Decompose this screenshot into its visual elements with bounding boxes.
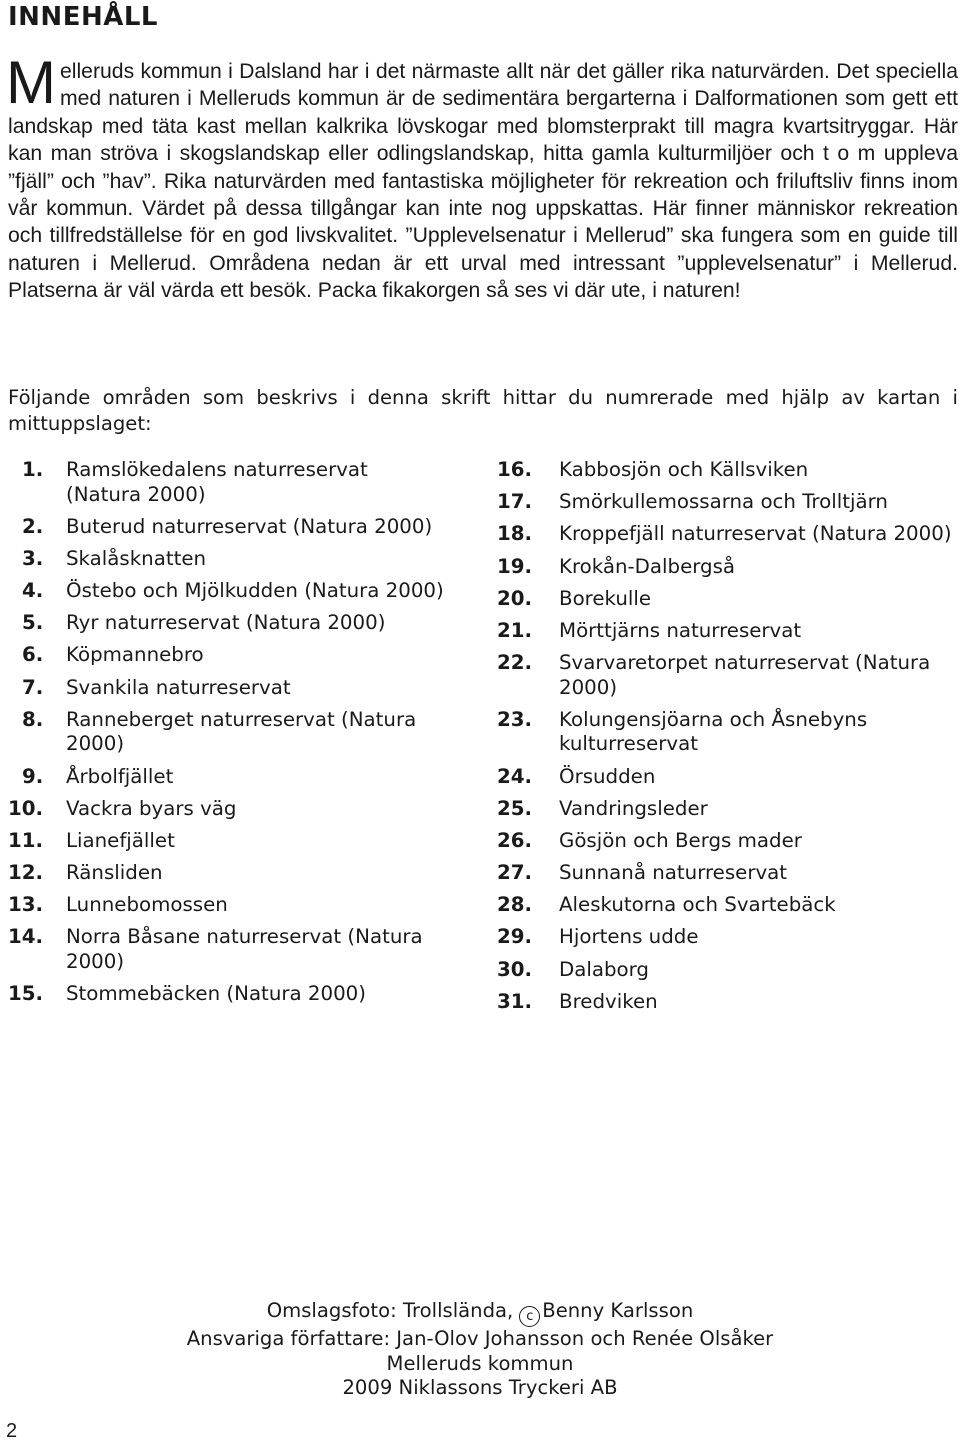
area-number: 21. xyxy=(497,618,533,642)
area-list-item xyxy=(497,651,957,700)
area-number: 14. xyxy=(8,925,44,949)
copyright-icon: c xyxy=(519,1306,540,1327)
area-number: 6. xyxy=(22,643,44,667)
area-name: Borekulle xyxy=(559,586,652,610)
area-name: Kolungensjöarna och Åsnebyns kulturreservat xyxy=(559,707,868,756)
area-name: Hjortens udde xyxy=(559,925,699,949)
page-number: 2 xyxy=(6,1420,18,1442)
area-list-item xyxy=(8,765,448,790)
area-list-item xyxy=(8,861,448,886)
page-title: INNEHÅLL xyxy=(8,2,158,32)
area-list-item xyxy=(8,579,448,604)
area-name: Svankila naturreservat xyxy=(66,675,291,699)
photo-credit-label: Omslagsfoto: Trollslända, xyxy=(266,1299,514,1322)
area-list-item xyxy=(497,893,957,918)
area-list-item xyxy=(8,515,448,540)
area-list-item xyxy=(8,547,448,572)
area-name: Gösjön och Bergs mader xyxy=(559,828,802,852)
area-number: 23. xyxy=(497,707,533,731)
area-number: 8. xyxy=(22,707,44,731)
area-number: 20. xyxy=(497,586,533,610)
area-number: 26. xyxy=(497,828,533,852)
area-list-item xyxy=(8,643,448,668)
area-name: Köpmannebro xyxy=(66,643,204,667)
area-number: 13. xyxy=(8,893,44,917)
area-name: Mörttjärns naturreservat xyxy=(559,618,802,642)
area-list-item xyxy=(8,676,448,701)
area-number: 22. xyxy=(497,651,533,675)
area-number: 9. xyxy=(22,764,44,788)
area-number: 30. xyxy=(497,957,533,981)
area-list-item xyxy=(497,829,957,854)
area-list-item xyxy=(8,925,448,974)
area-number: 17. xyxy=(497,490,533,514)
area-name: Ränsliden xyxy=(66,861,163,885)
area-number: 2. xyxy=(22,514,44,538)
area-number: 16. xyxy=(497,458,533,481)
area-name: Ryr naturreservat (Natura 2000) xyxy=(66,611,386,635)
area-list-item xyxy=(8,829,448,854)
area-name: Aleskutorna och Svartebäck xyxy=(559,893,836,917)
area-number: 5. xyxy=(22,611,44,635)
area-number: 3. xyxy=(22,546,44,570)
area-list-item xyxy=(497,490,957,515)
area-name: Skalåsknatten xyxy=(66,546,207,570)
area-list-item xyxy=(8,797,448,822)
area-list-item xyxy=(8,611,448,636)
area-number: 7. xyxy=(22,675,44,699)
area-number: 28. xyxy=(497,893,533,917)
drop-cap: M xyxy=(6,49,56,116)
photographer-name: Benny Karlsson xyxy=(542,1299,694,1322)
area-number: 18. xyxy=(497,522,533,546)
list-lead-paragraph: Följande områden som beskrivs i denna skrift hittar du numrerade med hjälp av kartan i mittuppslaget: xyxy=(8,386,958,435)
area-list-item xyxy=(497,587,957,612)
area-name: Årbolfjället xyxy=(66,764,174,788)
area-list-item xyxy=(497,861,957,886)
area-list-item xyxy=(497,765,957,790)
area-list-item xyxy=(497,990,957,1015)
credits xyxy=(0,1299,960,1401)
area-number: 12. xyxy=(8,861,44,885)
publisher-credit: Melleruds kommun xyxy=(386,1351,574,1375)
area-name: Vackra byars väg xyxy=(66,796,237,820)
areas-list-left xyxy=(8,458,448,1014)
authors-credit: Ansvariga författare: Jan-Olov Johansson och Renée Olsåker xyxy=(186,1327,774,1350)
area-name: Buterud naturreservat (Natura 2000) xyxy=(66,514,433,538)
area-list-item xyxy=(497,458,957,483)
area-name: Svarvaretorpet naturreservat (Natura 2000) xyxy=(559,651,931,699)
area-list-item xyxy=(497,522,957,547)
area-name: Kabbosjön och Källsviken xyxy=(559,458,809,481)
area-number: 11. xyxy=(8,828,44,852)
area-name: Bredviken xyxy=(559,989,658,1013)
areas-list-right xyxy=(497,458,957,1022)
area-number: 25. xyxy=(497,796,533,820)
area-name: Ranneberget naturreservat (Natura 2000) xyxy=(66,707,417,756)
area-list-item xyxy=(8,708,448,757)
area-name: Lianefjället xyxy=(66,828,175,852)
printer-credit: 2009 Niklassons Tryckeri AB xyxy=(342,1376,618,1400)
area-number: 4. xyxy=(22,579,44,603)
area-number: 24. xyxy=(497,764,533,788)
area-list-item xyxy=(497,958,957,983)
area-name: Norra Båsane naturreservat (Natura 2000) xyxy=(66,925,423,973)
area-number: 15. xyxy=(8,982,44,1006)
area-list-item xyxy=(497,619,957,644)
area-number: 31. xyxy=(497,989,533,1013)
area-list-item xyxy=(497,797,957,822)
area-list-item xyxy=(497,925,957,950)
area-name: Östebo och Mjölkudden (Natura 2000) xyxy=(66,579,444,603)
area-number: 19. xyxy=(497,554,533,578)
area-name: Ramslökedalens naturreservat (Natura 2000) xyxy=(66,458,368,506)
area-name: Smörkullemossarna och Trolltjärn xyxy=(559,490,888,514)
area-name: Kroppefjäll naturreservat (Natura 2000) xyxy=(559,522,952,546)
intro-paragraph xyxy=(6,49,958,305)
area-name: Sunnanå naturreservat xyxy=(559,861,788,885)
area-name: Vandringsleder xyxy=(559,796,708,820)
area-list-item xyxy=(8,982,448,1007)
area-number: 27. xyxy=(497,861,533,885)
area-number: 29. xyxy=(497,925,533,949)
area-list-item xyxy=(8,893,448,918)
area-number: 10. xyxy=(8,796,44,820)
area-name: Lunnebomossen xyxy=(66,893,228,917)
area-list-item xyxy=(8,458,448,507)
area-list-item xyxy=(497,708,957,757)
area-name: Örsudden xyxy=(559,764,656,788)
area-number: 1. xyxy=(22,458,44,481)
area-name: Krokån-Dalbergså xyxy=(559,554,736,578)
area-name: Stommebäcken (Natura 2000) xyxy=(66,982,366,1006)
area-list-item xyxy=(497,555,957,580)
photo-credit xyxy=(0,1299,960,1327)
intro-text: elleruds kommun i Dalsland har i det närmaste allt när det gäller rika naturvärden. Det speciella med naturen i Melleruds kommun är de sedimentära bergarterna i Dalformationen som gett ett landskap med täta kast mellan kalkrika lövskogar med blomsterprakt till magra kvartsitryggar. Här kan man ströva i skogslandskap eller odlingslandskap, hitta gamla kulturmiljöer och t o m uppleva ”fjäll” och ”hav”. Rika naturvärden med fantastiska möjligheter för rekreation och friluftsliv finns inom vår kommun. Värdet på dessa tillgångar kan inte nog uppskattas. Här finner människor rekreation och tillfredställelse för en god livskvalitet. ”Upplevelsenatur i Mellerud” ska fungera som en guide till naturen i Mellerud. Områdena nedan är ett urval med intressant ”upplevelsenatur” i Mellerud. Platserna är väl värda ett besök. Packa fikakorgen så ses vi där ute, i naturen! xyxy=(8,60,958,303)
area-name: Dalaborg xyxy=(559,957,649,981)
